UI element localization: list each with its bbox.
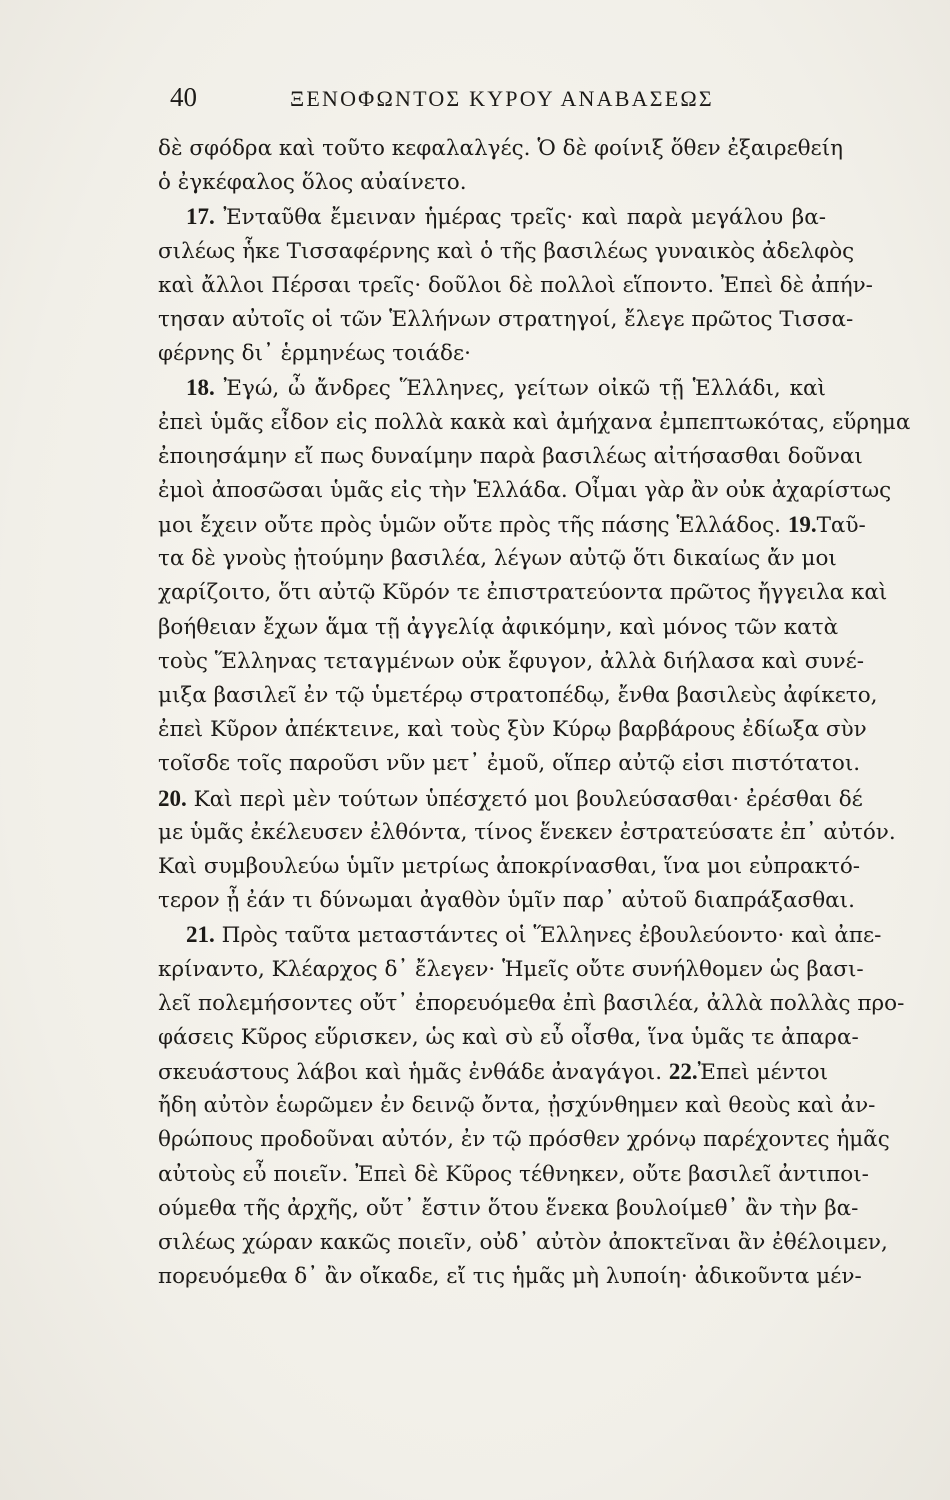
text-line	[158, 542, 837, 576]
text-line	[158, 200, 826, 234]
section-number: 20.	[158, 785, 187, 811]
text-line	[158, 1260, 862, 1294]
line-text: Πρὸς ταῦτα μεταστάντες οἱ Ἕλληνες ἐβουλεύοντο· καὶ ἀπε-	[221, 923, 882, 949]
text-line	[158, 1089, 876, 1123]
line-text: σκευάστους λάβοι καὶ ἡμᾶς ἐνθάδε ἀναγάγοι.	[158, 1060, 663, 1086]
line-text: τησαν αὐτοῖς οἱ τῶν Ἑλλήνων στρατηγοί, ἔλεγε πρῶτος Τισσα-	[158, 306, 854, 332]
text-line	[158, 269, 873, 303]
section-number: 22.	[668, 1059, 698, 1085]
line-text: χαρίζοιτο, ὅτι αὐτῷ Κῦρόν τε ἐπιστρατεύοντα πρῶτος ἤγγειλα καὶ	[158, 580, 888, 606]
text-line	[158, 166, 826, 200]
line-text: σιλέως χώραν κακῶς ποιεῖν, οὐδ᾽ αὐτὸν ἀποκτεῖναι ἂν ἐθέλοιμεν,	[158, 1230, 888, 1255]
text-line	[158, 1192, 859, 1226]
line-text-continued: Ταῦ-	[816, 513, 866, 539]
text-line	[158, 645, 865, 679]
text-line	[158, 508, 866, 542]
line-text: Ἐγώ, ὦ ἄνδρες Ἕλληνες, γείτων οἰκῶ τῇ Ἑλλάδι, καὶ	[223, 376, 826, 402]
line-text: Ἐνταῦθα ἔμειναν ἡμέρας τρεῖς· καὶ παρὰ μεγάλου βα-	[223, 205, 826, 231]
text-line	[158, 1123, 890, 1157]
line-text: δὲ σφόδρα καὶ τοῦτο κεφαλαλγές. Ὁ δὲ φοίνιξ ὅθεν ἐξαιρεθείη	[158, 136, 844, 161]
text-line	[158, 1021, 859, 1055]
line-text: σιλέως ἧκε Τισσαφέρνης καὶ ὁ τῆς βασιλέως γυναικὸς ἀδελφὸς	[158, 238, 855, 264]
line-text: μιξα βασιλεῖ ἐν τῷ ὑμετέρῳ στρατοπέδῳ, ἔνθα βασιλεὺς ἀφίκετο,	[158, 683, 878, 708]
line-text: φέρνης δι᾽ ἑρμηνέως τοιάδε·	[158, 341, 471, 367]
text-line	[158, 816, 896, 850]
text-line	[158, 713, 867, 747]
text-line	[158, 987, 905, 1021]
text-line	[158, 235, 855, 269]
line-text: αὐτοὺς εὖ ποιεῖν. Ἐπεὶ δὲ Κῦρος τέθνηκεν, οὔτε βασιλεῖ ἀντιποι-	[158, 1161, 869, 1187]
text-line	[158, 303, 854, 337]
line-text: μοι ἔχειν οὔτε πρὸς ὑμῶν οὔτε πρὸς τῆς πάσης Ἑλλάδος.	[158, 513, 781, 539]
text-line	[158, 1055, 826, 1089]
text-line	[158, 406, 911, 440]
text-line	[158, 850, 861, 884]
line-text: τοῖσδε τοῖς παροῦσι νῦν μετ᾽ ἐμοῦ, οἵπερ αὐτῷ εἰσι πιστότατοι.	[158, 751, 861, 777]
line-text: ἐποιησάμην εἴ πως δυναίμην παρὰ βασιλέως αἰτήσασθαι δοῦναι	[158, 443, 863, 469]
line-text: θρώπους προδοῦναι αὐτόν, ἐν τῷ πρόσθεν χρόνῳ παρέχοντες ἡμᾶς	[158, 1127, 890, 1153]
line-text: καὶ ἄλλοι Πέρσαι τρεῖς· δοῦλοι δὲ πολλοὶ εἵποντο. Ἐπεὶ δὲ ἀπήν-	[158, 272, 873, 298]
line-text: ούμεθα τῆς ἀρχῆς, οὔτ᾽ ἔστιν ὅτου ἕνεκα βουλοίμεθ᾽ ἂν τὴν βα-	[158, 1195, 859, 1221]
line-text: πορευόμεθα δ᾽ ἂν οἴκαδε, εἴ τις ἡμᾶς μὴ λυποίη· ἀδικοῦντα μέν-	[158, 1264, 862, 1290]
text-block	[158, 132, 911, 1294]
text-line	[158, 132, 844, 166]
line-text-continued: Ἐπεὶ μέντοι	[697, 1060, 828, 1086]
text-line	[158, 474, 892, 508]
text-line	[158, 782, 863, 816]
text-line	[158, 679, 878, 713]
text-line	[158, 1158, 869, 1192]
running-head	[170, 78, 820, 118]
text-line	[158, 611, 839, 645]
line-text: ἐμοὶ ἀποσῶσαι ὑμᾶς εἰς τὴν Ἑλλάδα. Οἶμαι γὰρ ἂν οὐκ ἀχαρίστως	[158, 477, 892, 503]
line-text: τερον ᾖ ἐάν τι δύνωμαι ἀγαθὸν ὑμῖν παρ᾽ αὐτοῦ διαπράξασθαι.	[158, 888, 855, 914]
line-text: βοήθειαν ἔχων ἅμα τῇ ἀγγελίᾳ ἀφικόμην, καὶ μόνος τῶν κατὰ	[158, 614, 839, 640]
line-text: με ὑμᾶς ἐκέλευσεν ἐλθόντα, τίνος ἕνεκεν ἐστρατεύσατε ἐπ᾽ αὐτόν.	[158, 819, 896, 845]
text-line	[158, 337, 826, 371]
line-text: Καὶ συμβουλεύω ὑμῖν μετρίως ἀποκρίνασθαι, ἵνα μοι εὐπρακτό-	[158, 853, 861, 879]
section-number: 21.	[186, 922, 215, 948]
book-title: ΞΕΝΟΦΩΝΤΟΣ ΚΥΡΟΥ ΑΝΑΒΑΣΕΩΣ	[290, 86, 714, 111]
text-line	[158, 918, 882, 952]
text-line	[158, 440, 863, 474]
section-number: 18.	[186, 375, 215, 401]
text-line	[158, 371, 826, 405]
page-number: 40	[170, 82, 197, 112]
line-text: Καὶ περὶ μὲν τούτων ὑπέσχετό μοι βουλεύσασθαι· ἐρέσθαι δέ	[193, 786, 863, 812]
text-line	[158, 1226, 888, 1260]
line-text: κρίναντο, Κλέαρχος δ᾽ ἔλεγεν· Ἡμεῖς οὔτε συνήλθομεν ὡς βασι-	[158, 956, 864, 982]
line-text: ἤδη αὐτὸν ἑωρῶμεν ἐν δεινῷ ὄντα, ᾐσχύνθημεν καὶ θεοὺς καὶ ἀν-	[158, 1093, 876, 1119]
line-text: φάσεις Κῦρος εὕρισκεν, ὡς καὶ σὺ εὖ οἶσθα, ἵνα ὑμᾶς τε ἀπαρα-	[158, 1024, 859, 1050]
text-line	[158, 953, 864, 987]
section-number: 19.	[787, 512, 817, 538]
text-line	[158, 576, 888, 610]
line-text: τα δὲ γνοὺς ᾐτούμην βασιλέα, λέγων αὐτῷ ὅτι δικαίως ἄν μοι	[158, 546, 837, 572]
line-text: λεῖ πολεμήσοντες οὔτ᾽ ἐπορευόμεθα ἐπὶ βασιλέα, ἀλλὰ πολλὰς προ-	[158, 990, 905, 1016]
text-line	[158, 884, 855, 918]
line-text: ὁ ἐγκέφαλος ὅλος αὐαίνετο.	[158, 170, 467, 196]
line-text: ἐπεὶ Κῦρον ἀπέκτεινε, καὶ τοὺς ξὺν Κύρῳ βαρβάρους ἐδίωξα σὺν	[158, 717, 867, 743]
line-text: ἐπεὶ ὑμᾶς εἶδον εἰς πολλὰ κακὰ καὶ ἀμήχανα ἐμπεπτωκότας, εὕρημα	[158, 409, 911, 435]
line-text: τοὺς Ἕλληνας τεταγμένων οὐκ ἔφυγον, ἀλλὰ διήλασα καὶ συνέ-	[158, 648, 865, 674]
text-line	[158, 747, 861, 781]
section-number: 17.	[186, 204, 215, 230]
